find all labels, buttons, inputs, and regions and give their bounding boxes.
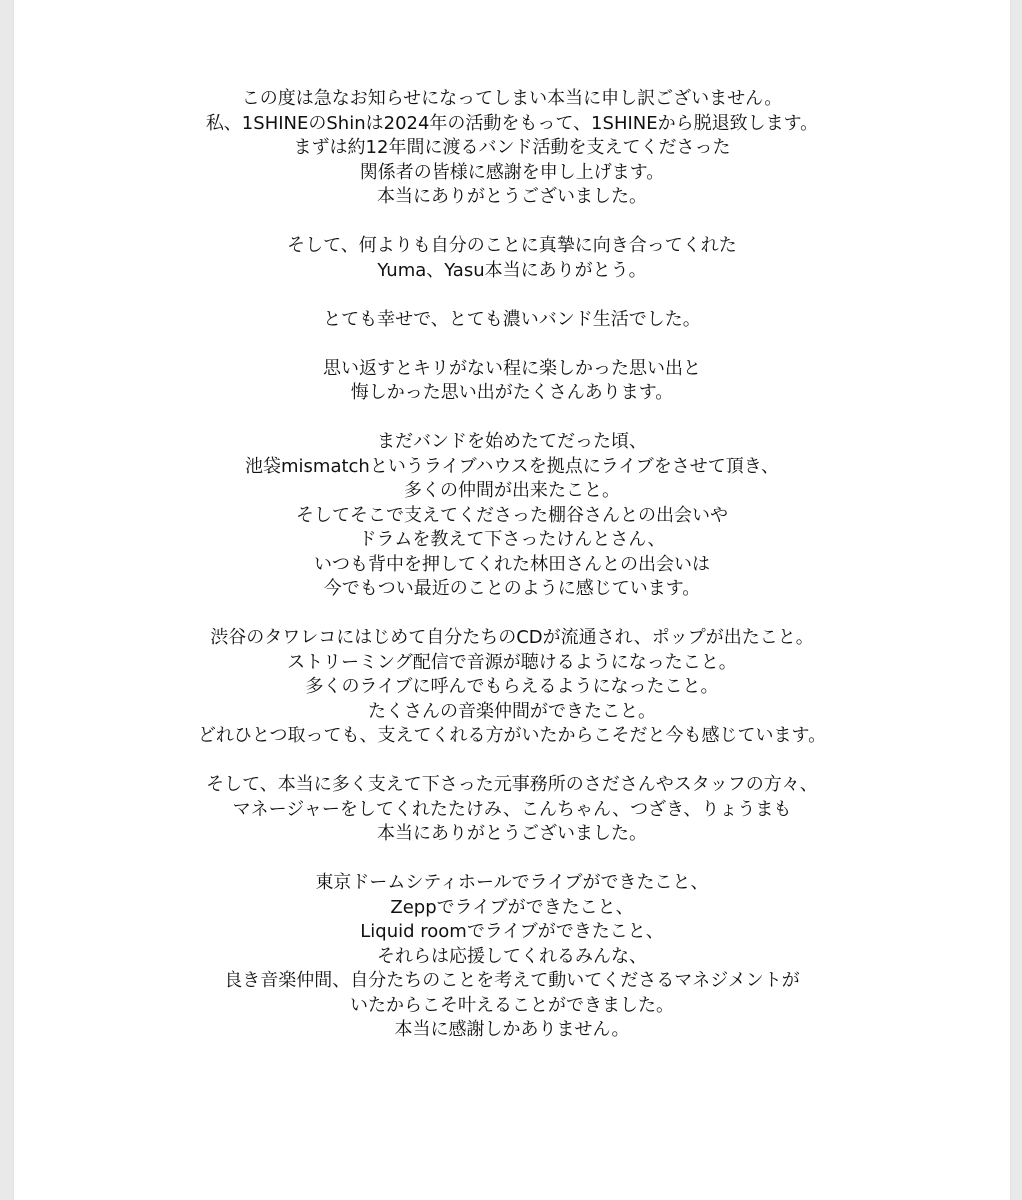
text-line: Liquid roomでライブができたこと、	[360, 921, 664, 942]
text-line: マネージャーをしてくれたたけみ、こんちゃん、つざき、りょうまも	[232, 798, 792, 820]
text-line: 東京ドームシティホールでライブができたこと、	[315, 872, 709, 893]
paragraph-staff-thanks	[14, 773, 1010, 847]
paragraph-apology	[14, 87, 1010, 210]
paragraph-live-venues	[14, 871, 1010, 1043]
text-line: 渋谷のタワレコにはじめて自分たちのCDが流通され、ポップが出たこと。	[210, 627, 814, 648]
text-line: いつも背中を押してくれた林田さんとの出会いは	[314, 553, 710, 575]
text-line: いたからこそ叶えることができました。	[350, 994, 674, 1016]
text-line: 本当にありがとうございました。	[377, 186, 647, 207]
text-line: 池袋mismatchというライブハウスを拠点にライブをさせて頂き、	[245, 455, 779, 477]
text-line: まずは約12年間に渡るバンド活動を支えてくださった	[293, 137, 731, 158]
text-line: どれひとつ取っても、支えてくれる方がいたからこそだと今も感じています。	[197, 725, 827, 746]
text-line: 多くの仲間が出来たこと。	[404, 480, 620, 501]
paragraph-band-life	[14, 308, 1010, 333]
text-line: ドラムを教えて下さったけんとさん、	[358, 529, 666, 550]
text-line: そしてそこで支えてくださった棚谷さんとの出会いや	[296, 504, 728, 526]
text-line: この度は急なお知らせになってしまい本当に申し訳ございません。	[241, 88, 783, 109]
text-line: 良き音楽仲間、自分たちのことを考えて動いてくださるマネジメントが	[224, 970, 800, 991]
text-line: たくさんの音楽仲間ができたこと。	[368, 700, 656, 722]
text-line: まだバンドを始めたてだった頃、	[377, 431, 647, 452]
text-line: 多くのライブに呼んでもらえるようになったこと。	[305, 676, 719, 697]
text-line: それらは応援してくれるみんな、	[377, 945, 647, 967]
text-line: 思い返すとキリがない程に楽しかった思い出と	[323, 357, 701, 379]
paragraph-early-days	[14, 430, 1010, 602]
text-line: Yuma、Yasu本当にありがとう。	[377, 259, 647, 281]
text-line: Zeppでライブができたこと、	[390, 896, 634, 918]
text-line: 私、1SHINEのShinは2024年の活動をもって、1SHINEから脱退致します。	[205, 112, 819, 134]
text-line: 関係者の皆様に感謝を申し上げます。	[359, 161, 665, 183]
text-line: とても幸せで、とても濃いバンド生活でした。	[323, 308, 701, 330]
text-line: 本当にありがとうございました。	[377, 823, 647, 844]
document-page	[14, 0, 1010, 1200]
text-line: 今でもつい最近のことのように感じています。	[323, 578, 701, 599]
text-line: 本当に感謝しかありません。	[394, 1019, 630, 1040]
paragraph-milestones	[14, 626, 1010, 749]
text-line: そして、本当に多く支えて下さった元事務所のさださんやスタッフの方々、	[206, 774, 818, 795]
announcement-letter	[14, 87, 1010, 1067]
text-line: そして、何よりも自分のことに真摯に向き合ってくれた	[287, 235, 737, 256]
paragraph-memories	[14, 357, 1010, 406]
text-line: 悔しかった思い出がたくさんあります。	[350, 382, 674, 403]
paragraph-members-thanks	[14, 234, 1010, 283]
text-line: ストリーミング配信で音源が聴けるようになったこと。	[287, 651, 737, 673]
